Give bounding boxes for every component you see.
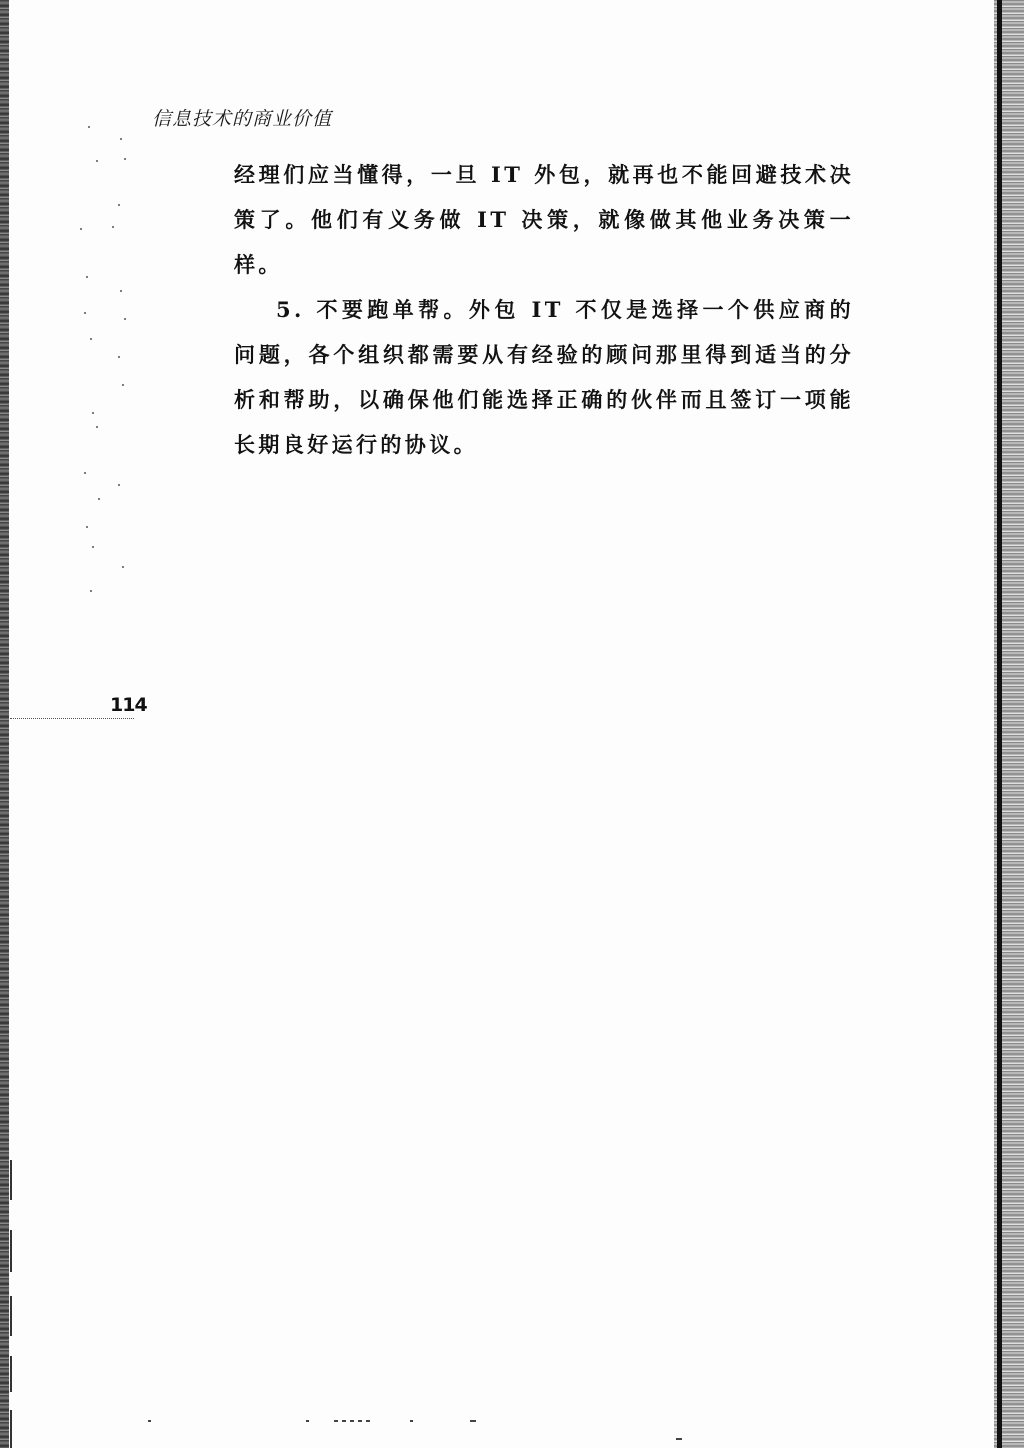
scan-speck	[98, 498, 100, 500]
scan-speck	[80, 228, 82, 230]
scan-speck	[90, 590, 92, 592]
scan-speck	[410, 1420, 413, 1422]
scan-speck	[124, 158, 126, 160]
paragraph-2: 5. 不要跑单帮。外包 IT 不仅是选择一个供应商的问题，各个组织都需要从有经验的顾问那里得到适当的分析和帮助，以确保他们能选择正确的伙伴而且签订一项能长期良好运行的协议。	[234, 297, 854, 457]
scan-speck	[118, 356, 120, 358]
scan-speck	[120, 290, 122, 292]
scan-speck	[92, 546, 94, 548]
scan-speck	[676, 1438, 682, 1440]
scan-speck	[90, 338, 92, 340]
scan-speck	[86, 276, 88, 278]
scan-speck	[148, 1420, 151, 1422]
scan-speck	[118, 484, 120, 486]
scan-speck	[334, 1420, 370, 1422]
scan-speck	[122, 384, 124, 386]
scan-speck	[124, 318, 126, 320]
scan-speck	[86, 526, 88, 528]
running-header: 信息技术的商业价值	[152, 108, 333, 130]
scan-speck	[120, 138, 122, 140]
scan-speck	[306, 1420, 309, 1422]
scan-speck	[84, 472, 86, 474]
scan-speck	[92, 412, 94, 414]
gutter-line	[10, 1160, 12, 1200]
gutter-line	[10, 1410, 12, 1448]
scan-speck	[96, 160, 98, 162]
scan-speck	[470, 1420, 476, 1422]
scan-speck	[118, 204, 120, 206]
paragraph-1: 经理们应当懂得，一旦 IT 外包，就再也不能回避技术决策了。他们有义务做 IT 决策，就像做其他业务决策一样。	[234, 162, 854, 277]
body-text	[234, 152, 854, 467]
scan-speck	[122, 566, 124, 568]
page-number-rule	[10, 718, 134, 719]
gutter-line	[10, 1230, 12, 1272]
right-binding-rule	[997, 0, 1002, 1448]
scan-speck	[96, 426, 98, 428]
page-number: 114	[110, 694, 147, 716]
gutter-line	[10, 1356, 12, 1392]
scan-speck	[84, 312, 86, 314]
left-scan-edge	[0, 0, 9, 1448]
gutter-line	[10, 1296, 12, 1336]
scan-speck	[88, 126, 90, 128]
scan-speck	[112, 226, 114, 228]
